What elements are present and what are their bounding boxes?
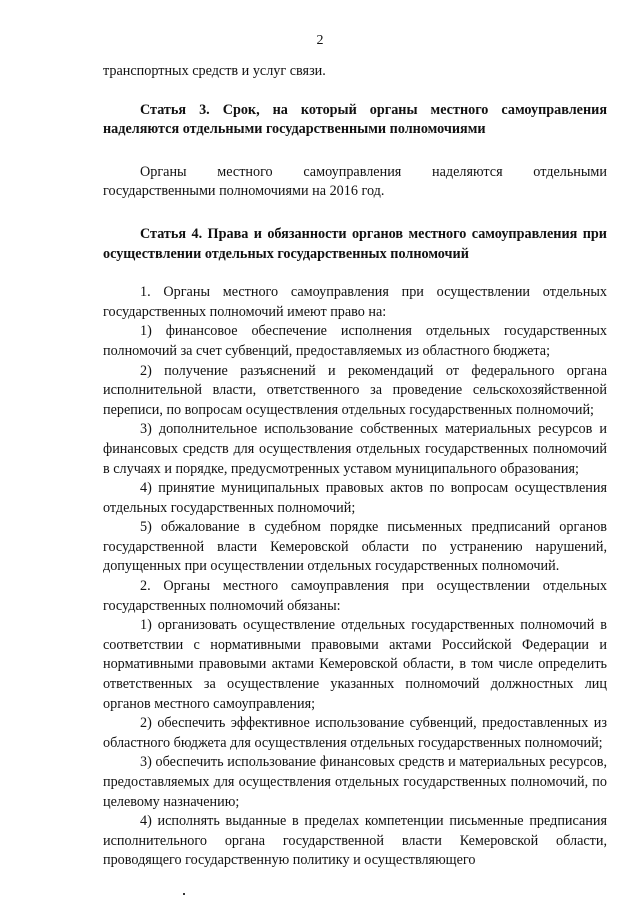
clause-2-item-4: 4) исполнять выданные в пределах компетенции письменные предписания исполнительного органа государственной власти Кемеровской области, проводящего государственную политику и осуществляющего [103,813,607,869]
paragraph-continuation: транспортных средств и услуг связи. [103,63,326,79]
clause-1-item-1: 1) финансовое обеспечение исполнения отдельных государственных полномочий за счет субвенций, предоставляемых из областного бюджета; [103,323,607,359]
clause-2: 2. Органы местного самоуправления при осуществлении отдельных государственных полномочий обязаны: [103,578,607,614]
scan-speck [183,893,185,895]
clause-1-item-5: 5) обжалование в судебном порядке письменных предписаний органов государственной власти Кемеровской области по устранению нарушений, допущенных при осуществлении отдельных государственных полномочий. [103,519,607,575]
clause-1-item-2: 2) получение разъяснений и рекомендаций от федерального органа исполнительной власти, ответственного за проведение сельскохозяйственной переписи, по вопросам осуществления отдельных государственных полномочий; [103,362,607,418]
article-3-text: Органы местного самоуправления наделяются отдельными государственными полномочиями на 2016 год. [103,163,607,200]
document-body [103,62,607,871]
clause-1-item-3: 3) дополнительное использование собственных материальных ресурсов и финансовых средств для осуществления отдельных государственных полномочий в случаях и порядке, предусмотренных уставом муниципального образования; [103,421,607,477]
article-4-heading: Статья 4. Права и обязанности органов местного самоуправления при осуществлении отдельных государственных полномочий [103,225,607,262]
page-number: 2 [316,33,324,48]
clause-2-item-1: 1) организовать осуществление отдельных государственных полномочий в соответствии с нормативными правовыми актами Российской Федерации и нормативными правовыми актами Кемеровской области, в том числе определить ответственных за осуществление указанных полномочий должностных лиц органов местного самоуправления; [103,617,607,712]
clause-1: 1. Органы местного самоуправления при осуществлении отдельных государственных полномочий имеют право на: [103,284,607,320]
clause-1-item-4: 4) принятие муниципальных правовых актов по вопросам осуществления отдельных государственных полномочий; [103,480,607,516]
article-3-heading: Статья 3. Срок, на который органы местного самоуправления наделяются отдельными государственными полномочиями [103,101,607,138]
clause-2-item-2: 2) обеспечить эффективное использование субвенций, предоставленных из областного бюджета для осуществления отдельных государственных полномочий; [103,715,607,751]
clause-2-item-3: 3) обеспечить использование финансовых средств и материальных ресурсов, предоставляемых для осуществления отдельных государственных полномочий, по целевому назначению; [103,754,607,810]
